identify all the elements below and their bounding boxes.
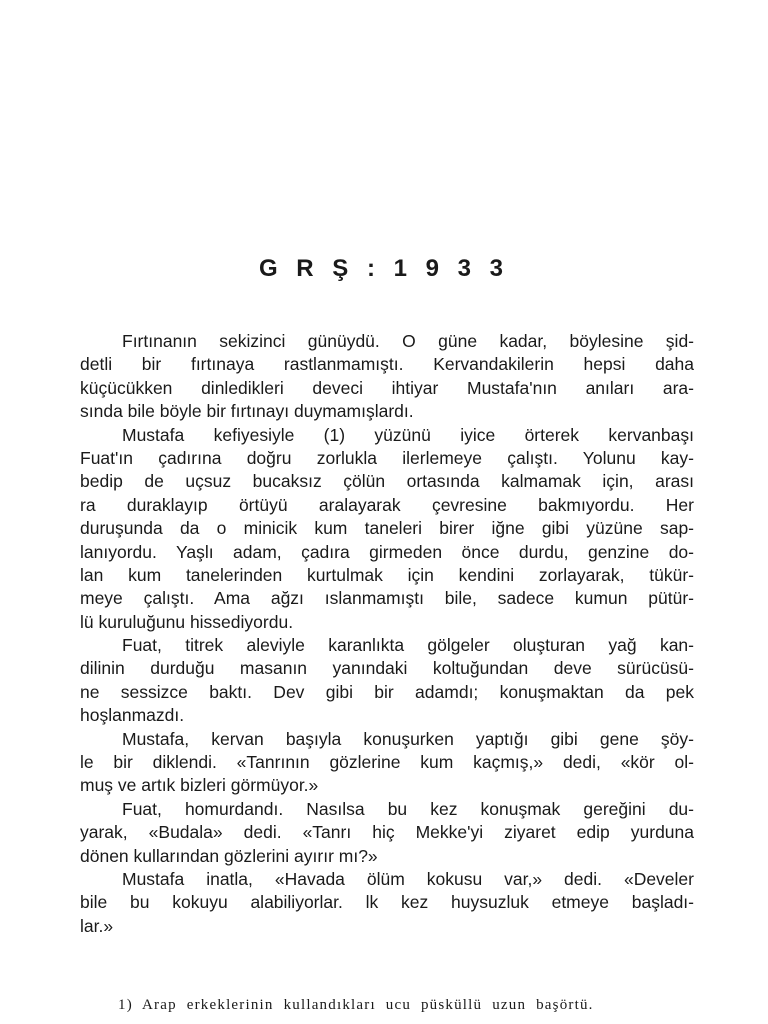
text-line: le bir diklendi. «Tanrının gözlerine kum kaçmış,» dedi, «kör ol- [80,752,694,773]
text-line: dönen kullarından gözlerini ayırır mı?» [80,845,378,866]
text-line: meye çalıştı. Ama ağzı ıslanmamıştı bile, sadece kumun pütür- [80,588,694,609]
text-line: Fuat'ın çadırına doğru zorlukla ilerlemeye çalıştı. Yolunu kay- [80,447,694,468]
text-line: lü kuruluğunu hissediyordu. [80,611,294,632]
text-line: Fuat, homurdandı. Nasılsa bu kez konuşmak gereğini du- [122,798,694,819]
text-line: küçücükken dinledikleri deveci ihtiyar Mustafa'nın anıları ara- [80,377,694,398]
text-line: detli bir fırtınaya rastlanmamıştı. Kervandakilerin hepsi daha [80,354,694,375]
text-line: yarak, «Budala» dedi. «Tanrı hiç Mekke'yi ziyaret edip yurduna [80,822,694,843]
text-line: Mustafa, kervan başıyla konuşurken yaptığı gibi gene şöy- [122,728,694,749]
text-line: hoşlanmazdı. [80,705,185,726]
text-line: dilinin durduğu masanın yanındaki koltuğundan deve sürücüsü- [80,658,694,679]
text-line: bile bu kokuyu alabiliyorlar. lk kez huysuzluk etmeye başladı- [80,892,694,913]
text-line: muş ve artık bizleri görmüyor.» [80,775,319,796]
chapter-heading: G R Ş : 1 9 3 3 [258,255,510,282]
body-text [80,330,694,938]
text-line: bedip de uçsuz bucaksız çölün ortasında kalmamak için, arası [80,471,694,492]
text-line: lan kum tanelerinden kurtulmak için kendini zorlayarak, tükür- [80,564,694,585]
text-line: Fırtınanın sekizinci günüydü. O güne kadar, böylesine şid- [122,331,694,351]
text-line: duruşunda da o minicik kum taneleri birer iğne gibi yüzüne sap- [80,518,694,539]
text-line: ra duraklayıp örtüyü aralayarak çevresine bakmıyordu. Her [80,494,694,515]
text-line: Fuat, titrek aleviyle karanlıkta gölgeler oluşturan yağ kan- [122,635,694,656]
text-line: lanıyordu. Yaşlı adam, çadıra girmeden önce durdu, genzine do- [80,541,694,562]
text-line: lar.» [80,915,114,936]
text-line: Mustafa kefiyesiyle (1) yüzünü iyice örterek kervanbaşı [122,424,694,445]
text-line: ne sessizce baktı. Dev gibi bir adamdı; konuşmaktan da pek [80,681,694,702]
text-line: Mustafa inatla, «Havada ölüm kokusu var,» dedi. «Develer [122,868,694,889]
footnote: 1) Arap erkeklerinin kullandıkları ucu püsküllü uzun başörtü. [118,997,594,1013]
text-line: sında bile böyle bir fırtınayı duymamışlardı. [80,401,414,422]
